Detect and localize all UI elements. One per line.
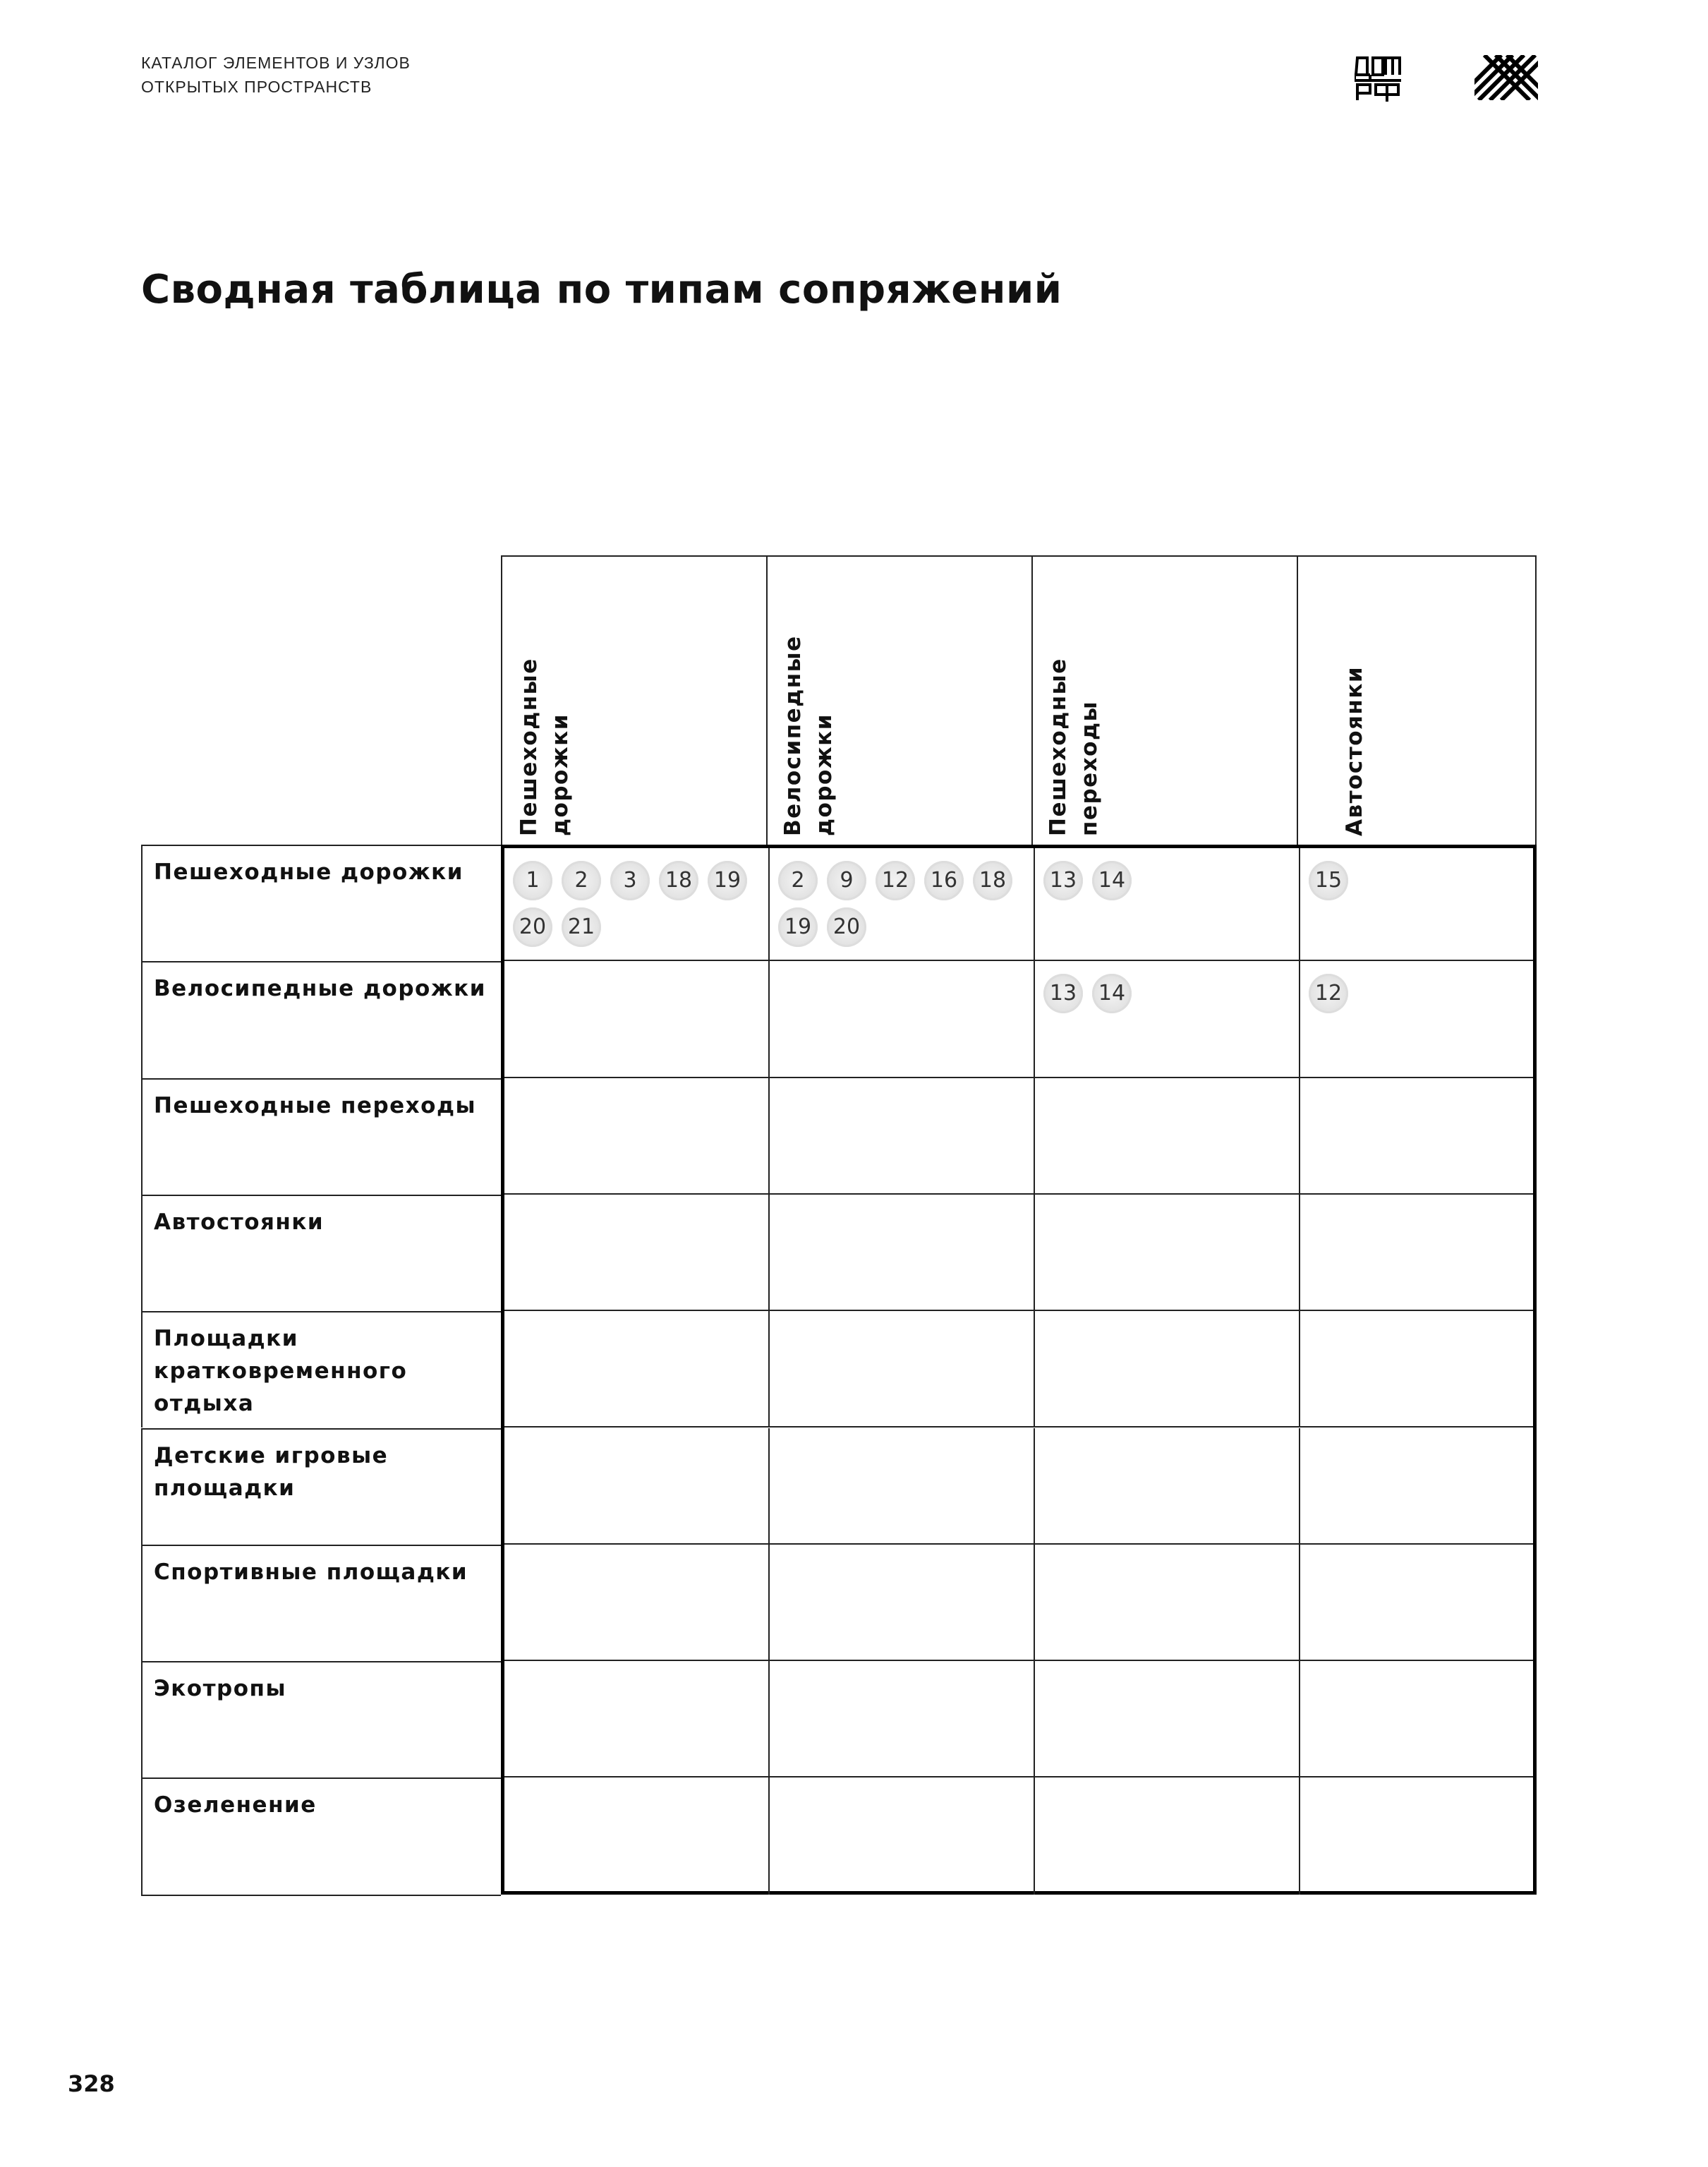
- junction-number-badge[interactable]: 12: [876, 861, 915, 900]
- dom-rf-logo-icon: [1355, 55, 1401, 102]
- junction-number-badge[interactable]: 20: [513, 907, 552, 947]
- table-cell: [770, 848, 1035, 961]
- column-header-line1: Велосипедные: [780, 635, 806, 836]
- table-cell: [1300, 1545, 1533, 1661]
- table-cell: [1035, 1195, 1300, 1311]
- junction-number-badge[interactable]: 9: [827, 861, 866, 900]
- junction-number-badge[interactable]: 13: [1043, 861, 1083, 900]
- junction-number-badge[interactable]: 3: [610, 861, 650, 900]
- table-cell: [1300, 961, 1533, 1078]
- table-cell: [1035, 961, 1300, 1078]
- junction-number-badge[interactable]: 14: [1092, 974, 1132, 1013]
- junction-number-badge[interactable]: 2: [778, 861, 818, 900]
- table-cell: [504, 1195, 770, 1311]
- table-cell: [1300, 1777, 1533, 1894]
- junction-number-badge[interactable]: 21: [562, 907, 601, 947]
- table-cell: [1300, 1311, 1533, 1427]
- column-header-line2: дорожки: [811, 713, 837, 836]
- column-header-parking: [1297, 555, 1537, 845]
- table-cell: [770, 1078, 1035, 1195]
- junction-number-badge[interactable]: 19: [778, 907, 818, 947]
- page-number: 328: [68, 2070, 115, 2097]
- logos: [1355, 55, 1542, 104]
- table-cell: [1035, 1661, 1300, 1777]
- row-header: Спортивные площадки: [141, 1545, 501, 1661]
- column-header-line2: переходы: [1077, 700, 1102, 836]
- column-header-line1: Автостоянки: [1342, 665, 1367, 836]
- row-header: Площадки кратковременного отдыха: [141, 1311, 501, 1427]
- junction-number-badge[interactable]: 16: [924, 861, 964, 900]
- table-cell: [504, 1545, 770, 1661]
- catalog-header-line1: КАТАЛОГ ЭЛЕМЕНТОВ И УЗЛОВ: [141, 54, 411, 72]
- table-cell: [504, 848, 770, 961]
- table-cell: [770, 961, 1035, 1078]
- table-cell: [504, 1777, 770, 1894]
- junction-types-table: [141, 555, 1537, 1896]
- junction-number-badge[interactable]: 18: [659, 861, 698, 900]
- table-cell: [1035, 848, 1300, 961]
- table-cell: [770, 1195, 1035, 1311]
- table-cell: [770, 1661, 1035, 1777]
- row-header: Озеленение: [141, 1777, 501, 1895]
- column-header-bicycle-paths: [766, 555, 1033, 845]
- table-cell: [1300, 1195, 1533, 1311]
- table-cell: [770, 1777, 1035, 1894]
- row-header: Пешеходные переходы: [141, 1078, 501, 1195]
- column-header-line1: Пешеходные: [516, 658, 542, 836]
- pattern-logo-icon: [1474, 55, 1538, 100]
- page-title: Сводная таблица по типам сопряжений: [141, 267, 1062, 313]
- catalog-header-line2: ОТКРЫТЫХ ПРОСТРАНСТВ: [141, 78, 373, 96]
- junction-number-badge[interactable]: 20: [827, 907, 866, 947]
- junction-number-badge[interactable]: 1: [513, 861, 552, 900]
- table-cell: [504, 1661, 770, 1777]
- junction-number-badge[interactable]: 19: [708, 861, 747, 900]
- junction-number-badge[interactable]: 2: [562, 861, 601, 900]
- table-cell: [770, 1311, 1035, 1427]
- table-cell: [504, 961, 770, 1078]
- row-header: Экотропы: [141, 1661, 501, 1777]
- table-cell: [1035, 1545, 1300, 1661]
- junction-number-badge[interactable]: 18: [973, 861, 1012, 900]
- junction-number-badge[interactable]: 13: [1043, 974, 1083, 1013]
- junction-number-badge[interactable]: 12: [1309, 974, 1348, 1013]
- table-cell: [504, 1078, 770, 1195]
- table-cell: [1035, 1311, 1300, 1427]
- table-cell: [1035, 1777, 1300, 1894]
- table-cell: [1035, 1428, 1300, 1545]
- table-cell: [504, 1311, 770, 1427]
- row-header: Пешеходные дорожки: [141, 845, 501, 961]
- table-cell: [770, 1545, 1035, 1661]
- column-header-pedestrian-crossings: [1031, 555, 1298, 845]
- column-header-pedestrian-paths: [501, 555, 768, 845]
- catalog-header: [141, 51, 411, 99]
- table-cell: [1035, 1078, 1300, 1195]
- table-cell: [504, 1428, 770, 1545]
- table-cell: [1300, 1661, 1533, 1777]
- table-cell: [1300, 1078, 1533, 1195]
- column-header-line1: Пешеходные: [1046, 658, 1071, 836]
- table-cell: [1300, 1428, 1533, 1545]
- table-grid: [501, 845, 1537, 1895]
- table-cell: [770, 1428, 1035, 1545]
- junction-number-badge[interactable]: 14: [1092, 861, 1132, 900]
- row-header: Детские игровые площадки: [141, 1428, 501, 1545]
- junction-number-badge[interactable]: 15: [1309, 861, 1348, 900]
- table-cell: [1300, 848, 1533, 961]
- row-header: Велосипедные дорожки: [141, 961, 501, 1078]
- row-header: Автостоянки: [141, 1195, 501, 1311]
- column-header-line2: дорожки: [547, 713, 573, 836]
